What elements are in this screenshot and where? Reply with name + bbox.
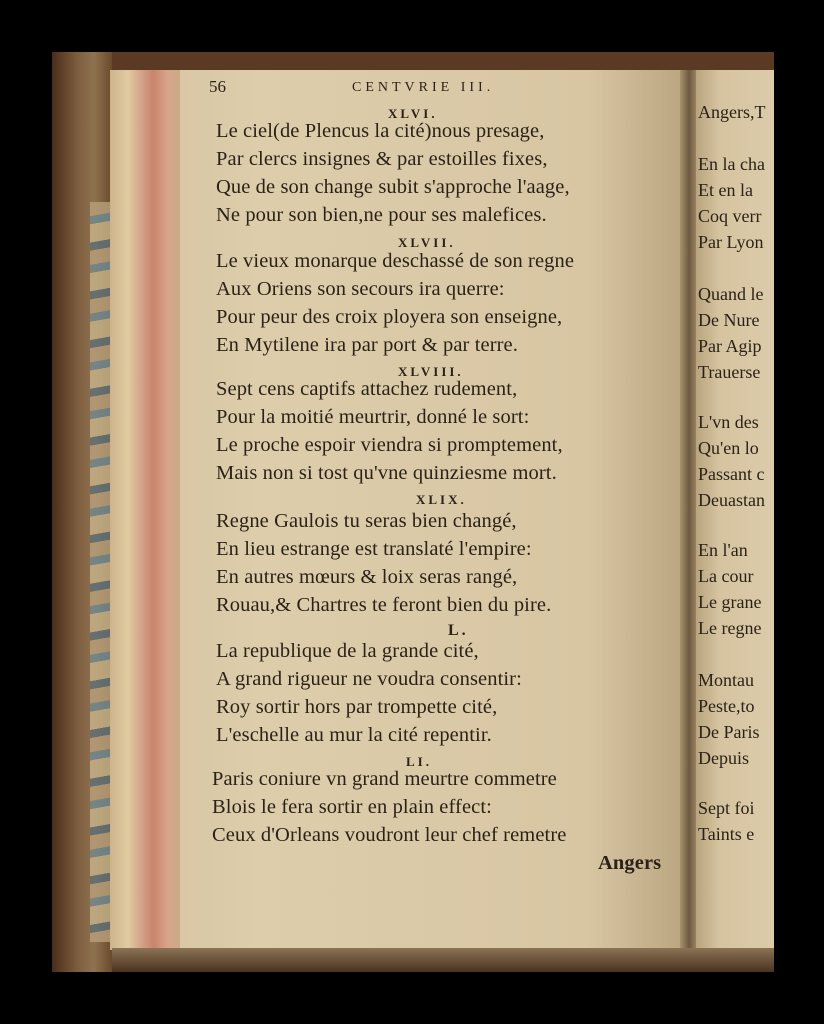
verse-line: Rouau,& Chartres te feront bien du pire. bbox=[216, 594, 552, 616]
verse-line: Regne Gaulois tu seras bien changé, bbox=[216, 510, 517, 532]
facing-line: Et en la bbox=[698, 180, 753, 200]
verse-line: A grand rigueur ne voudra consentir: bbox=[216, 668, 522, 690]
verse-line: Le vieux monarque deschassé de son regne bbox=[216, 250, 575, 272]
facing-line: Depuis bbox=[698, 748, 749, 768]
facing-page-text bbox=[698, 70, 774, 900]
verse-line: Le proche espoir viendra si promptement, bbox=[216, 434, 563, 456]
facing-line: En l'an bbox=[698, 540, 748, 560]
catchword: Angers bbox=[598, 852, 662, 874]
verse-line: Paris coniure vn grand meurtre commetre bbox=[212, 768, 557, 790]
facing-line: Peste,to bbox=[698, 696, 755, 716]
facing-line: De Nure bbox=[698, 310, 760, 330]
facing-line: Deuastan bbox=[698, 490, 765, 510]
facing-line: Coq verr bbox=[698, 206, 762, 226]
facing-line: Angers,T bbox=[698, 102, 766, 122]
running-head: CENTVRIE III. bbox=[352, 80, 495, 95]
verse-line: Aux Oriens son secours ira querre: bbox=[216, 278, 505, 300]
verse-line: Sept cens captifs attachez rudement, bbox=[216, 378, 518, 400]
facing-line: Sept foi bbox=[698, 798, 755, 818]
facing-line: Quand le bbox=[698, 284, 764, 304]
facing-line: Le grane bbox=[698, 592, 762, 612]
verse-line: Blois le fera sortir en plain effect: bbox=[212, 796, 492, 818]
quatrain-number: L. bbox=[448, 622, 469, 639]
quatrain-number: LI. bbox=[406, 754, 432, 769]
facing-line: Trauerse bbox=[698, 362, 761, 382]
verse-line: Ne pour son bien,ne pour ses malefices. bbox=[216, 204, 547, 226]
facing-line: Par Agip bbox=[698, 336, 762, 356]
verse-line: Pour la moitié meurtrir, donné le sort: bbox=[216, 406, 530, 428]
facing-line: De Paris bbox=[698, 722, 760, 742]
quatrain-number: XLVI. bbox=[388, 106, 438, 121]
quatrain-number: XLVIII. bbox=[398, 364, 464, 379]
facing-line: La cour bbox=[698, 566, 754, 586]
facing-line: Le regne bbox=[698, 618, 762, 638]
facing-line: En la cha bbox=[698, 154, 765, 174]
verse-line: En lieu estrange est translaté l'empire: bbox=[216, 538, 532, 560]
facing-line: Par Lyon bbox=[698, 232, 764, 252]
verse-line: Que de son change subit s'approche l'aage, bbox=[216, 176, 570, 198]
facing-line: Montau bbox=[698, 670, 754, 690]
verse-line: Par clercs insignes & par estoilles fixes, bbox=[216, 148, 548, 170]
verse-line: Roy sortir hors par trompette cité, bbox=[216, 696, 498, 718]
verse-line: Ceux d'Orleans voudront leur chef remetre bbox=[212, 824, 567, 846]
verse-line: En Mytilene ira par port & par terre. bbox=[216, 334, 518, 356]
facing-line: Qu'en lo bbox=[698, 438, 759, 458]
verse-line: L'eschelle au mur la cité repentir. bbox=[216, 724, 492, 746]
verse-line: La republique de la grande cité, bbox=[216, 640, 479, 662]
verse-line: En autres mœurs & loix seras rangé, bbox=[216, 566, 518, 588]
verse-line: Mais non si tost qu'vne quinziesme mort. bbox=[216, 462, 557, 484]
folio-number: 56 bbox=[209, 77, 226, 96]
quatrain-number: XLVII. bbox=[398, 235, 456, 250]
quatrain-number: XLIX. bbox=[416, 492, 467, 507]
verse-line: Pour peur des croix ployera son enseigne, bbox=[216, 306, 563, 328]
facing-line: Passant c bbox=[698, 464, 765, 484]
facing-line: Taints e bbox=[698, 824, 755, 844]
facing-line: L'vn des bbox=[698, 412, 759, 432]
verse-line: Le ciel(de Plencus la cité)nous presage, bbox=[216, 120, 545, 142]
